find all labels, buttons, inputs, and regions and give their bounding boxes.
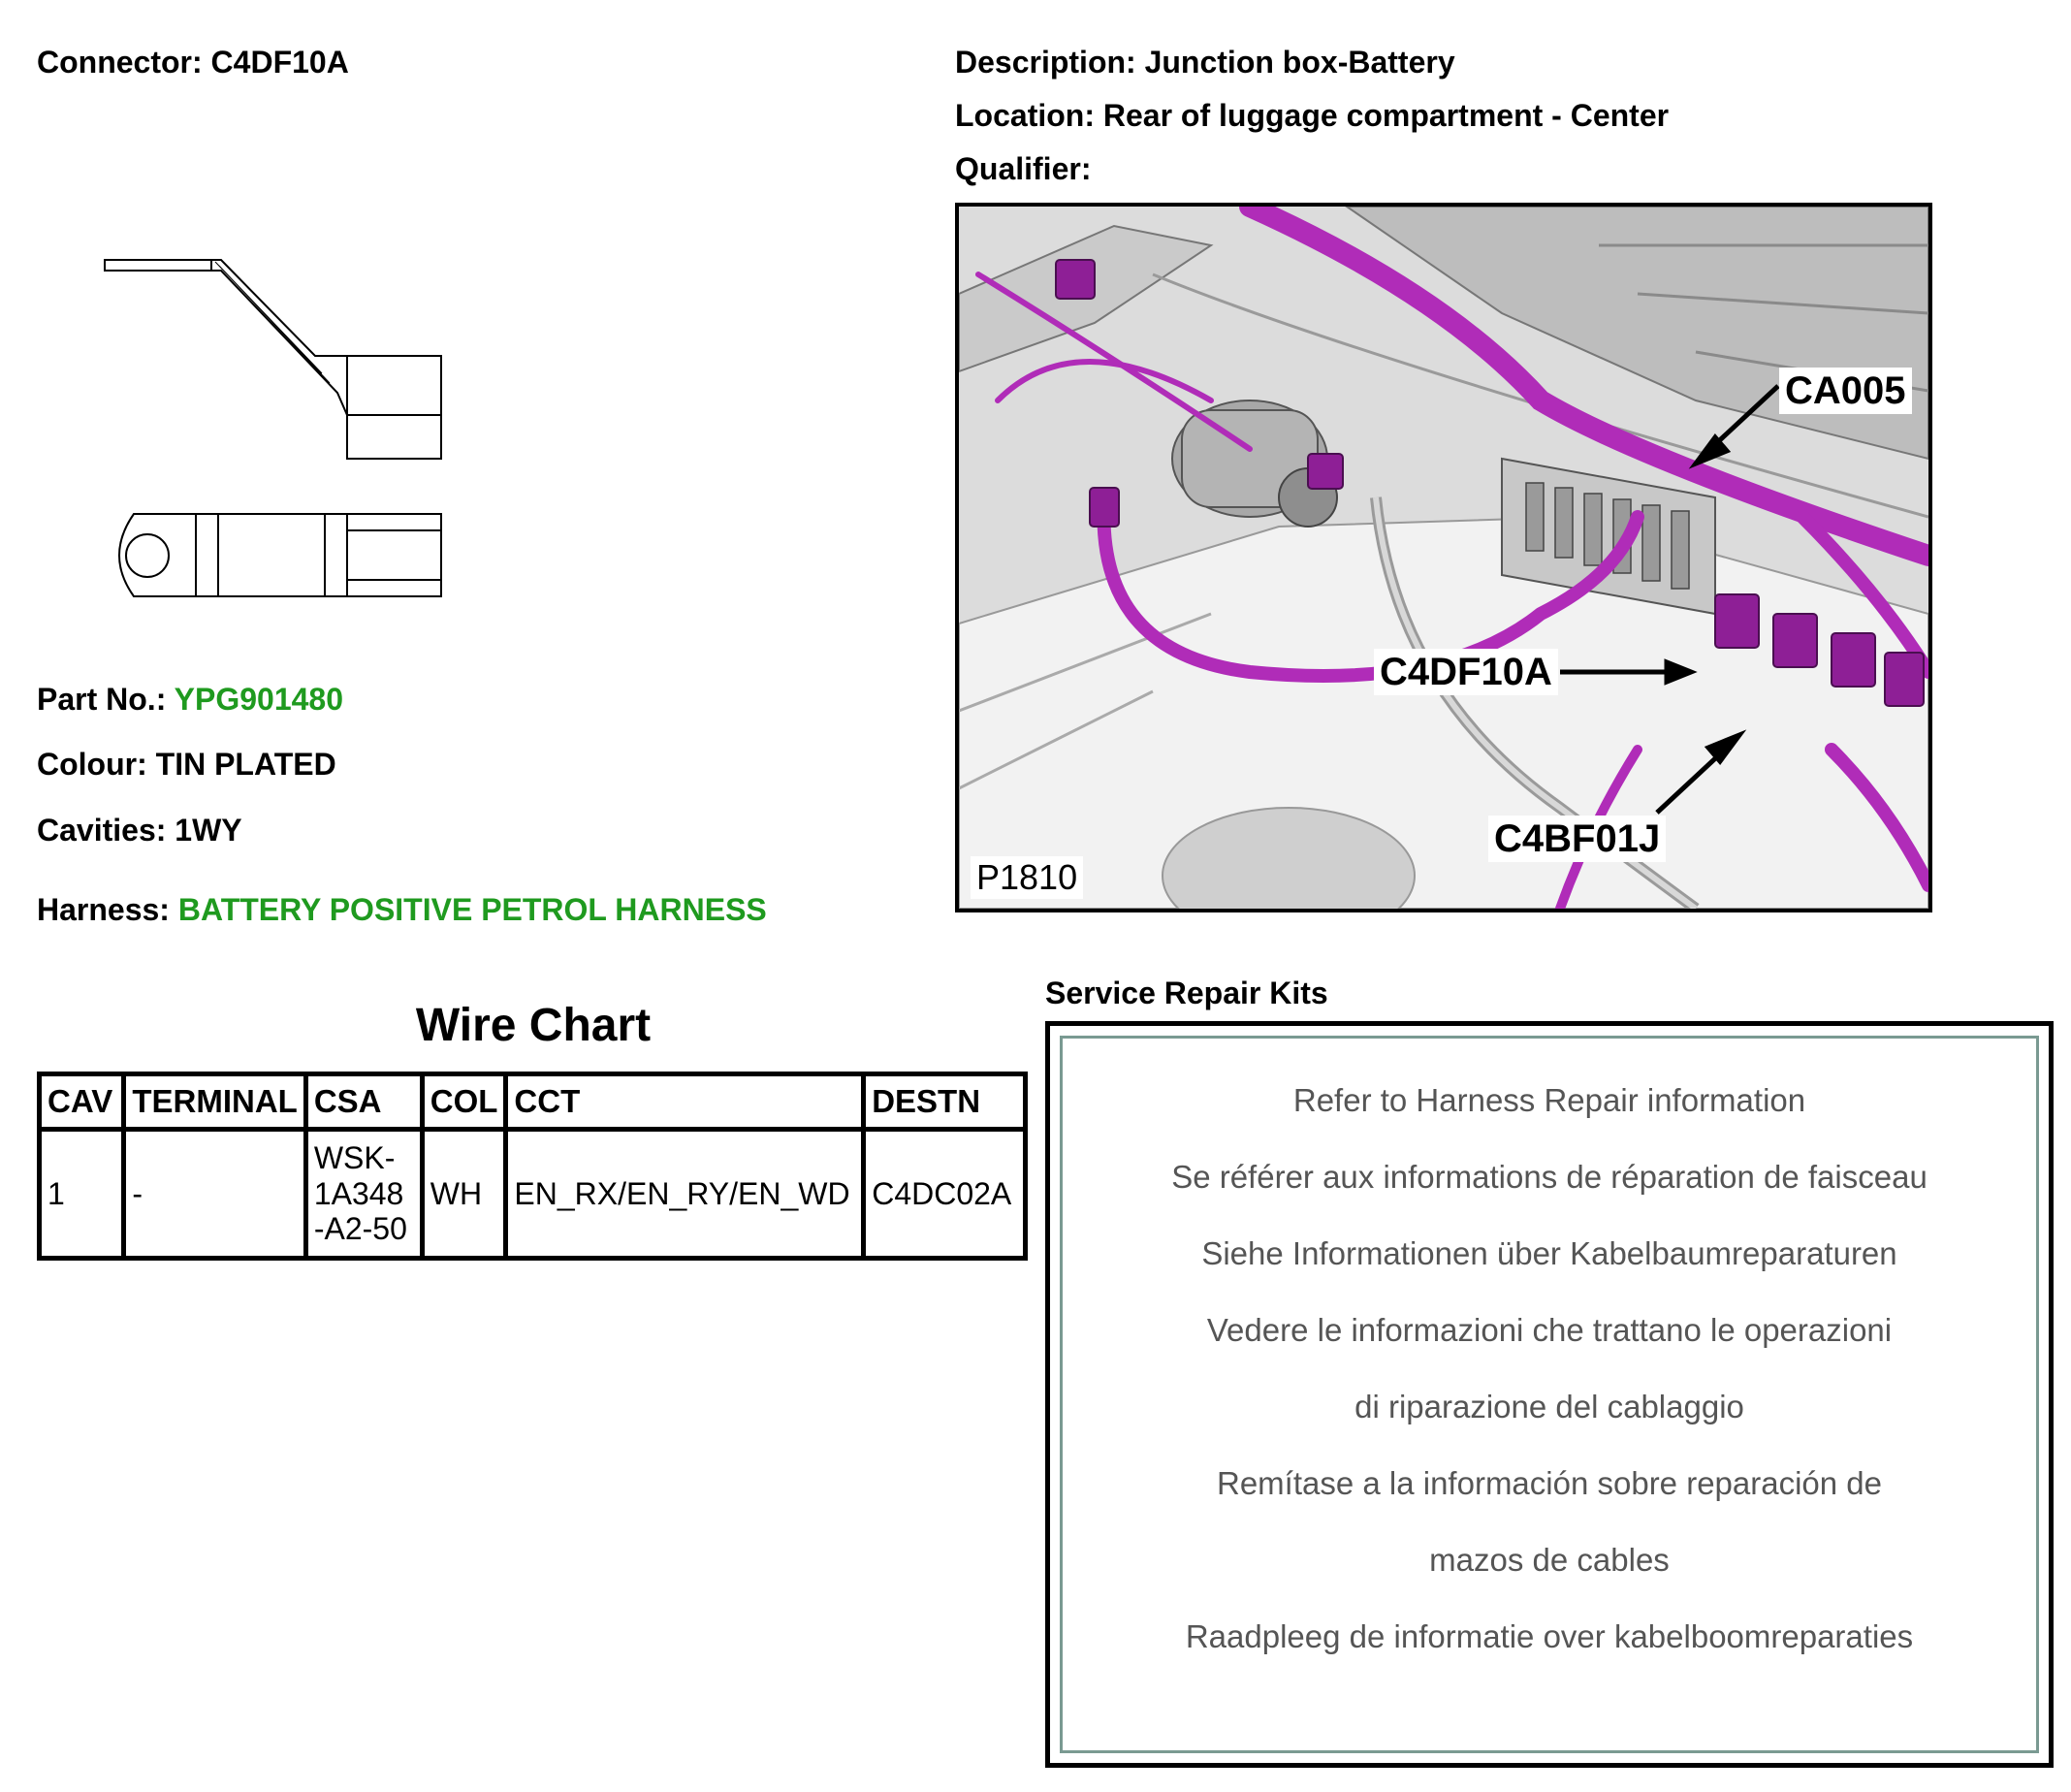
srk-line-en: Refer to Harness Repair information: [1292, 1082, 1806, 1118]
description-field: [955, 45, 1455, 80]
description-label: Description:: [955, 45, 1136, 80]
part-no-field: [37, 682, 343, 718]
header-cav: CAV: [40, 1074, 124, 1130]
wire-chart-header-row: [40, 1074, 1026, 1130]
wire-chart-table: [37, 1072, 1028, 1261]
wire-chart-title: Wire Chart: [415, 1000, 652, 1051]
figure-id: P1810: [971, 856, 1083, 899]
srk-line-fr: Se référer aux informations de réparation de faisceau: [1171, 1159, 1928, 1195]
srk-line-es-2: mazos de cables: [1429, 1542, 1670, 1578]
header-destn: DESTN: [864, 1074, 1026, 1130]
service-repair-kits-inner: [1060, 1036, 2039, 1753]
cell-csa: WSK-1A348-A2-50: [305, 1130, 422, 1259]
table-row: [40, 1130, 1026, 1259]
colour-field: [37, 747, 336, 783]
location-value: Rear of luggage compartment - Center: [1102, 98, 1670, 133]
cell-col: WH: [422, 1130, 506, 1259]
location-photo: [955, 203, 1932, 912]
qualifier-field: [955, 151, 1091, 187]
cavities-value: 1WY: [175, 813, 242, 848]
harness-field: [37, 892, 767, 928]
callout-c4df10a: C4DF10A: [1374, 649, 1558, 695]
connector-value: C4DF10A: [210, 45, 349, 80]
cell-cct: EN_RX/EN_RY/EN_WD: [506, 1130, 864, 1259]
location-field: [955, 98, 1669, 134]
connector-drawing: [97, 247, 465, 606]
service-repair-kits-box: [1045, 1021, 2054, 1768]
harness-value: BATTERY POSITIVE PETROL HARNESS: [177, 892, 767, 927]
location-label: Location:: [955, 98, 1095, 133]
callout-ca005: CA005: [1779, 368, 1912, 414]
description-value: Junction box-Battery: [1144, 45, 1455, 80]
photo-illustration: [959, 207, 1928, 909]
callout-c4bf01j: C4BF01J: [1488, 816, 1666, 862]
header-col: COL: [422, 1074, 506, 1130]
connector-field: [37, 45, 349, 80]
header-csa: CSA: [305, 1074, 422, 1130]
qualifier-label: Qualifier:: [955, 151, 1092, 186]
part-no-label: Part No.:: [37, 682, 167, 717]
service-repair-kits-title: Service Repair Kits: [1045, 976, 1328, 1010]
cavities-label: Cavities:: [37, 813, 167, 848]
cell-destn: C4DC02A: [864, 1130, 1026, 1259]
srk-line-it-2: di riparazione del cablaggio: [1354, 1389, 1744, 1424]
srk-line-it-1: Vedere le informazioni che trattano le operazioni: [1206, 1312, 1893, 1348]
cavities-field: [37, 813, 242, 848]
srk-line-nl: Raadpleeg de informatie over kabelboomreparaties: [1185, 1618, 1914, 1654]
colour-label: Colour:: [37, 747, 147, 782]
header-cct: CCT: [506, 1074, 864, 1130]
harness-label: Harness:: [37, 892, 170, 927]
srk-line-es-1: Remítase a la información sobre reparación de: [1216, 1465, 1883, 1501]
part-no-value: YPG901480: [174, 682, 344, 717]
cell-terminal: -: [124, 1130, 305, 1259]
srk-line-de: Siehe Informationen über Kabelbaumreparaturen: [1201, 1235, 1897, 1271]
connector-label: Connector:: [37, 45, 203, 80]
colour-value: TIN PLATED: [155, 747, 336, 782]
cell-cav: 1: [40, 1130, 124, 1259]
header-terminal: TERMINAL: [124, 1074, 305, 1130]
